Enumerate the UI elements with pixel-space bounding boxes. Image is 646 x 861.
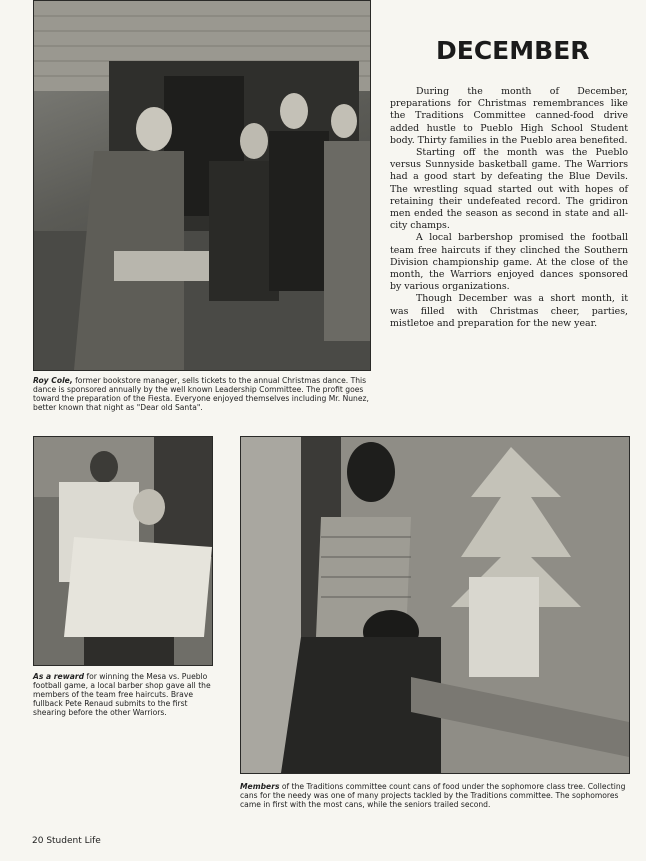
photo-barber <box>33 436 213 666</box>
body-paragraph: During the month of December, preparations for Christmas remembrances like the Traditions Committee canned-food drive added hustle to Pueblo High School Student body. Thirty families in the Pueblo area benefited. <box>390 86 628 146</box>
article-body <box>390 86 628 330</box>
photo-ticket-sales-image <box>34 1 370 370</box>
caption-canned-food-text: of the Traditions committee count cans of food under the sophomore class tree. Collecting cans for the needy was one of many projects tackled by the Traditions committee. The sophomores came in first with the most cans, while the seniors trailed second. <box>240 782 626 809</box>
caption-barber-text: for winning the Mesa vs. Pueblo football game, a local barber shop gave all the members of the team free haircuts. Brave fullback Pete Renaud submits to the first shearing before the other Warriors. <box>33 672 211 717</box>
photo-ticket-sales <box>33 0 371 371</box>
caption-ticket-sales-text: former bookstore manager, sells tickets to the annual Christmas dance. This dance is sponsored annually by the well known Leadership Committee. The profit goes toward the preparation of the Fiesta. Everyone enjoyed themselves including Mr. Nunez, better known that night as "Dear old Santa". <box>33 376 369 412</box>
caption-canned-food <box>240 782 628 809</box>
photo-canned-food-image <box>241 437 629 773</box>
caption-barber <box>33 672 213 717</box>
body-paragraph: A local barbershop promised the football team free haircuts if they clinched the Southern Division championship game. At the close of the month, the Warriors enjoyed dances sponsored by various organizations. <box>390 232 628 293</box>
caption-canned-food-lead: Members <box>240 782 280 791</box>
page-footer: 20 Student Life <box>32 836 101 846</box>
caption-ticket-sales-lead: Roy Cole, <box>33 376 73 385</box>
page-title: DECEMBER <box>436 36 590 65</box>
caption-ticket-sales <box>33 376 369 412</box>
photo-canned-food <box>240 436 630 774</box>
body-paragraph: Starting off the month was the Pueblo versus Sunnyside basketball game. The Warriors had a good start by defeating the Blue Devils. The wrestling squad started out with hopes of retaining their undefeated record. The gridiron men ended the season as second in state and all-city champs. <box>390 147 628 232</box>
caption-barber-lead: As a reward <box>33 672 85 681</box>
body-paragraph: Though December was a short month, it was filled with Christmas cheer, parties, mistletoe and preparation for the new year. <box>390 293 628 329</box>
photo-barber-image <box>34 437 212 665</box>
